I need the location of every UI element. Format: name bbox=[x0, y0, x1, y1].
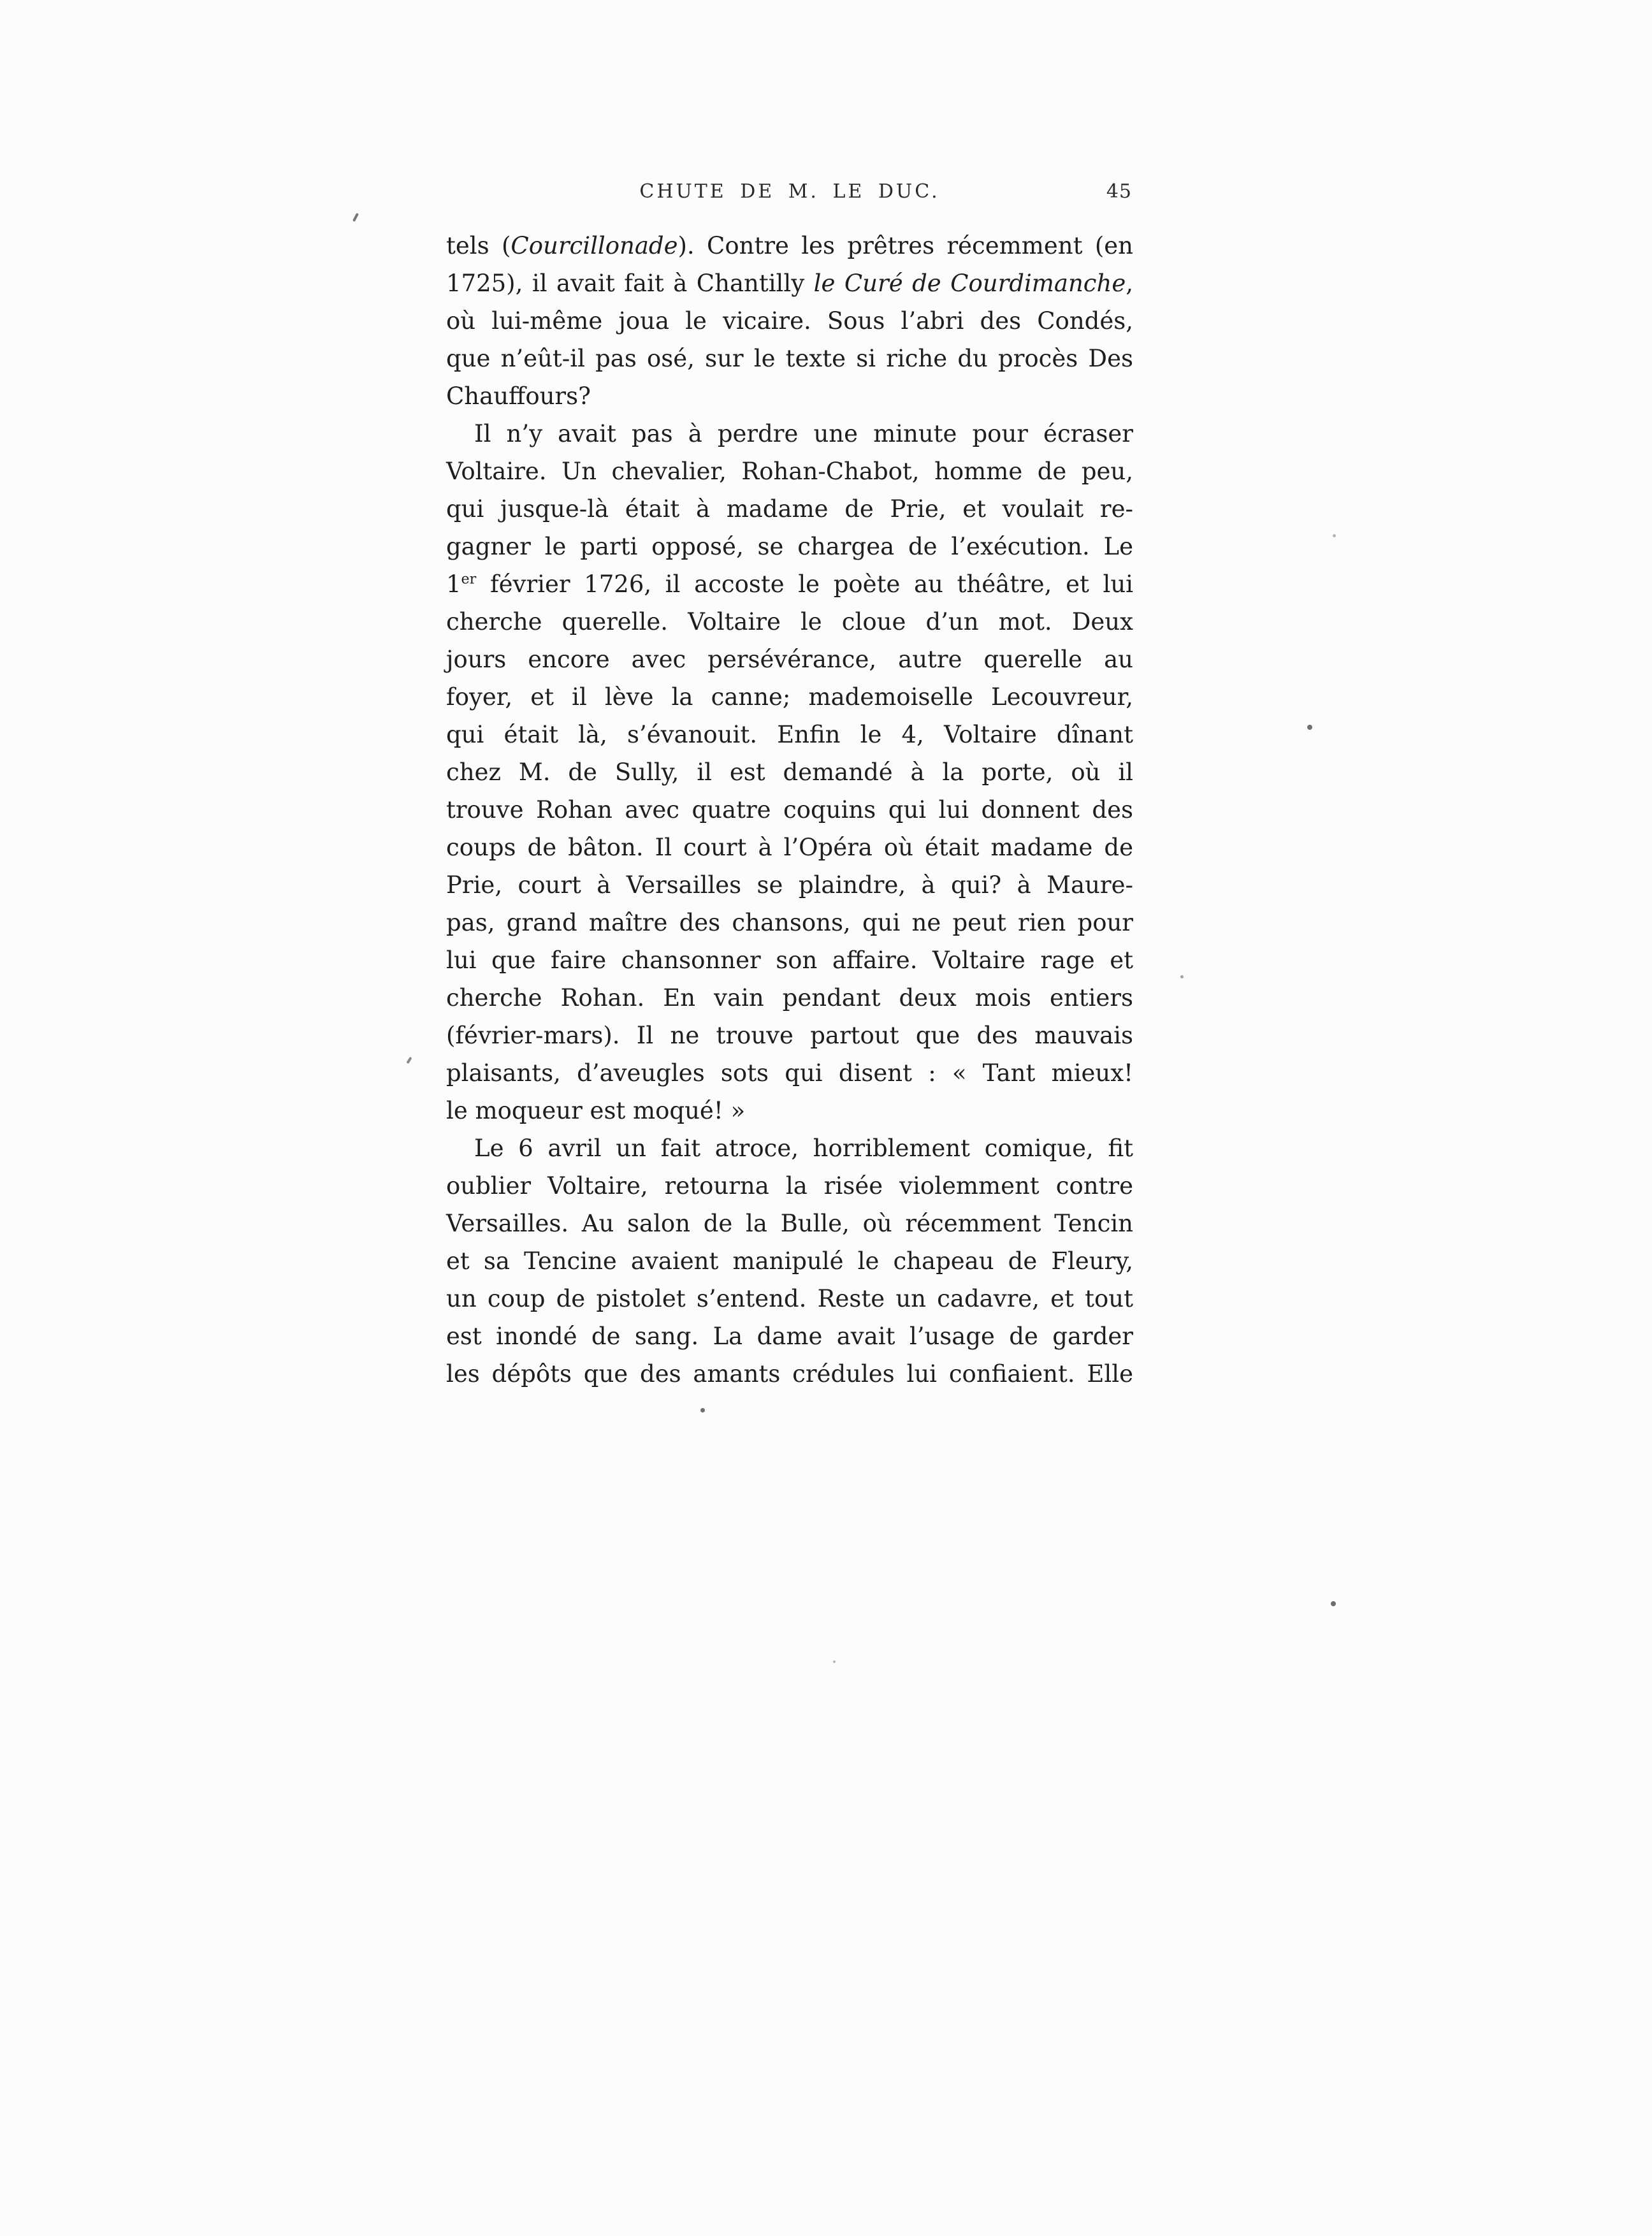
text-line: 1er février 1726, il accoste le poète au théâtre, et lui bbox=[446, 570, 1133, 598]
paragraph bbox=[446, 415, 1133, 1129]
scan-speck bbox=[700, 1408, 705, 1412]
text-line: coups de bâton. Il court à l’Opéra où était madame de bbox=[446, 834, 1133, 861]
scan-speck bbox=[406, 1057, 412, 1064]
text-line: Prie, court à Versailles se plaindre, à qui? à Maure- bbox=[446, 871, 1133, 899]
text-line: plaisants, d’aveugles sots qui disent : « Tant mieux! bbox=[446, 1059, 1133, 1087]
text-line: gagner le parti opposé, se chargea de l’exécution. Le bbox=[446, 533, 1133, 560]
scan-speck bbox=[1333, 534, 1336, 537]
text-line: Voltaire. Un chevalier, Rohan-Chabot, homme de peu, bbox=[446, 458, 1133, 485]
running-header-title: CHUTE DE M. LE DUC. bbox=[639, 180, 940, 203]
text-line: où lui-même joua le vicaire. Sous l’abri des Condés, bbox=[446, 307, 1133, 335]
scan-speck bbox=[352, 213, 359, 222]
text-line: un coup de pistolet s’entend. Reste un cadavre, et tout bbox=[446, 1285, 1133, 1312]
text-line: jours encore avec persévérance, autre querelle au bbox=[446, 646, 1133, 673]
page-number: 45 bbox=[1106, 180, 1132, 203]
scan-speck bbox=[1331, 1601, 1336, 1606]
text-line: est inondé de sang. La dame avait l’usage de garder bbox=[446, 1323, 1133, 1350]
scan-speck bbox=[1307, 725, 1312, 730]
text-line: cherche querelle. Voltaire le cloue d’un mot. Deux bbox=[446, 608, 1133, 635]
text-line: qui jusque-là était à madame de Prie, et voulait re- bbox=[446, 495, 1133, 523]
text-line: foyer, et il lève la canne; mademoiselle Lecouvreur, bbox=[446, 683, 1133, 711]
text-line: et sa Tencine avaient manipulé le chapeau de Fleury, bbox=[446, 1247, 1133, 1275]
paragraph bbox=[446, 227, 1133, 415]
text-line: Chauffours? bbox=[446, 382, 591, 410]
text-line: qui était là, s’évanouit. Enfin le 4, Voltaire dînant bbox=[446, 721, 1133, 748]
text-line: lui que faire chansonner son affaire. Voltaire rage et bbox=[446, 947, 1133, 974]
text-line: Versailles. Au salon de la Bulle, où récemment Tencin bbox=[446, 1210, 1133, 1237]
text-line: oublier Voltaire, retourna la risée violemment contre bbox=[446, 1172, 1133, 1200]
text-line: 1725), il avait fait à Chantilly le Curé de Courdimanche, bbox=[446, 270, 1133, 297]
text-block bbox=[446, 227, 1133, 1393]
text-line: Il n’y avait pas à perdre une minute pour écraser bbox=[474, 420, 1133, 447]
text-line: trouve Rohan avec quatre coquins qui lui donnent des bbox=[446, 796, 1133, 824]
text-line: les dépôts que des amants crédules lui confiaient. Elle bbox=[446, 1360, 1133, 1388]
running-header bbox=[446, 180, 1133, 208]
text-line: le moqueur est moqué! » bbox=[446, 1097, 746, 1124]
text-line: chez M. de Sully, il est demandé à la porte, où il bbox=[446, 759, 1133, 786]
text-line: tels (Courcillonade). Contre les prêtres récemment (en bbox=[446, 232, 1133, 259]
text-line: cherche Rohan. En vain pendant deux mois entiers bbox=[446, 984, 1133, 1012]
scan-speck bbox=[833, 1660, 836, 1663]
text-line: (février-mars). Il ne trouve partout que des mauvais bbox=[446, 1022, 1133, 1049]
text-line: que n’eût-il pas osé, sur le texte si riche du procès Des bbox=[446, 345, 1133, 372]
text-line: Le 6 avril un fait atroce, horriblement comique, fit bbox=[474, 1135, 1133, 1162]
paragraph bbox=[446, 1129, 1133, 1393]
text-line: pas, grand maître des chansons, qui ne peut rien pour bbox=[446, 909, 1133, 936]
scan-speck bbox=[1180, 975, 1184, 978]
